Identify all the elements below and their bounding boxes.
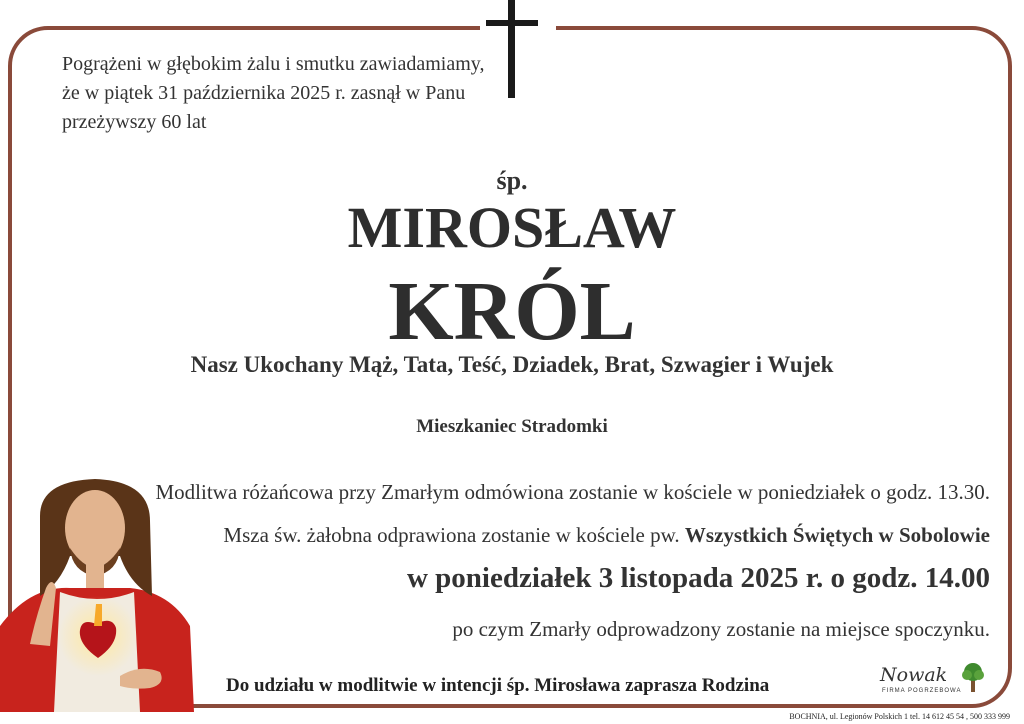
intro-line-2: że w piątek 31 października 2025 r. zasnął w Panu	[62, 82, 466, 104]
rosary-info: Modlitwa różańcowa przy Zmarłym odmówiona zostanie w kościele w poniedziałek o godz. 13.30.	[155, 480, 990, 504]
last-name: KRÓL	[388, 265, 636, 358]
intro-line-3: przeżywszy 60 lat	[62, 111, 207, 133]
family-roles: Nasz Ukochany Mąż, Tata, Teść, Dziadek, Brat, Szwagier i Wujek	[190, 352, 834, 377]
cross-icon-bar	[486, 20, 538, 26]
logo-subtitle: FIRMA POGRZEBOWA	[882, 688, 962, 694]
church-name: Wszystkich Świętych w Sobolowie	[684, 523, 990, 547]
tree-icon	[960, 662, 986, 692]
intro-text	[62, 50, 502, 137]
residence: Mieszkaniec Stradomki	[416, 416, 608, 437]
funeral-datetime: w poniedziałek 3 listopada 2025 r. o godz. 14.00	[406, 562, 990, 594]
closing-invitation: Do udziału w modlitwie w intencji śp. Mirosława zaprasza Rodzina	[226, 675, 770, 696]
footer-address: BOCHNIA, ul. Legionów Polskich 1 tel. 14 612 45 54 , 500 333 999	[789, 712, 1010, 721]
cross-icon	[508, 0, 515, 98]
first-name: MIROSŁAW	[347, 195, 677, 260]
sacred-heart-image	[0, 476, 194, 712]
funeral-home-logo	[876, 660, 988, 700]
intro-line-1: Pogrążeni w głębokim żalu i smutku zawiadamiamy,	[62, 53, 485, 75]
name-prefix: śp.	[496, 166, 528, 195]
mass-info	[223, 523, 990, 548]
burial-info: po czym Zmarły odprowadzony zostanie na miejsce spoczynku.	[452, 617, 990, 641]
mass-prefix: Msza św. żałobna odprawiona zostanie w kościele pw.	[223, 523, 680, 547]
logo-name: Nowak	[880, 664, 948, 686]
